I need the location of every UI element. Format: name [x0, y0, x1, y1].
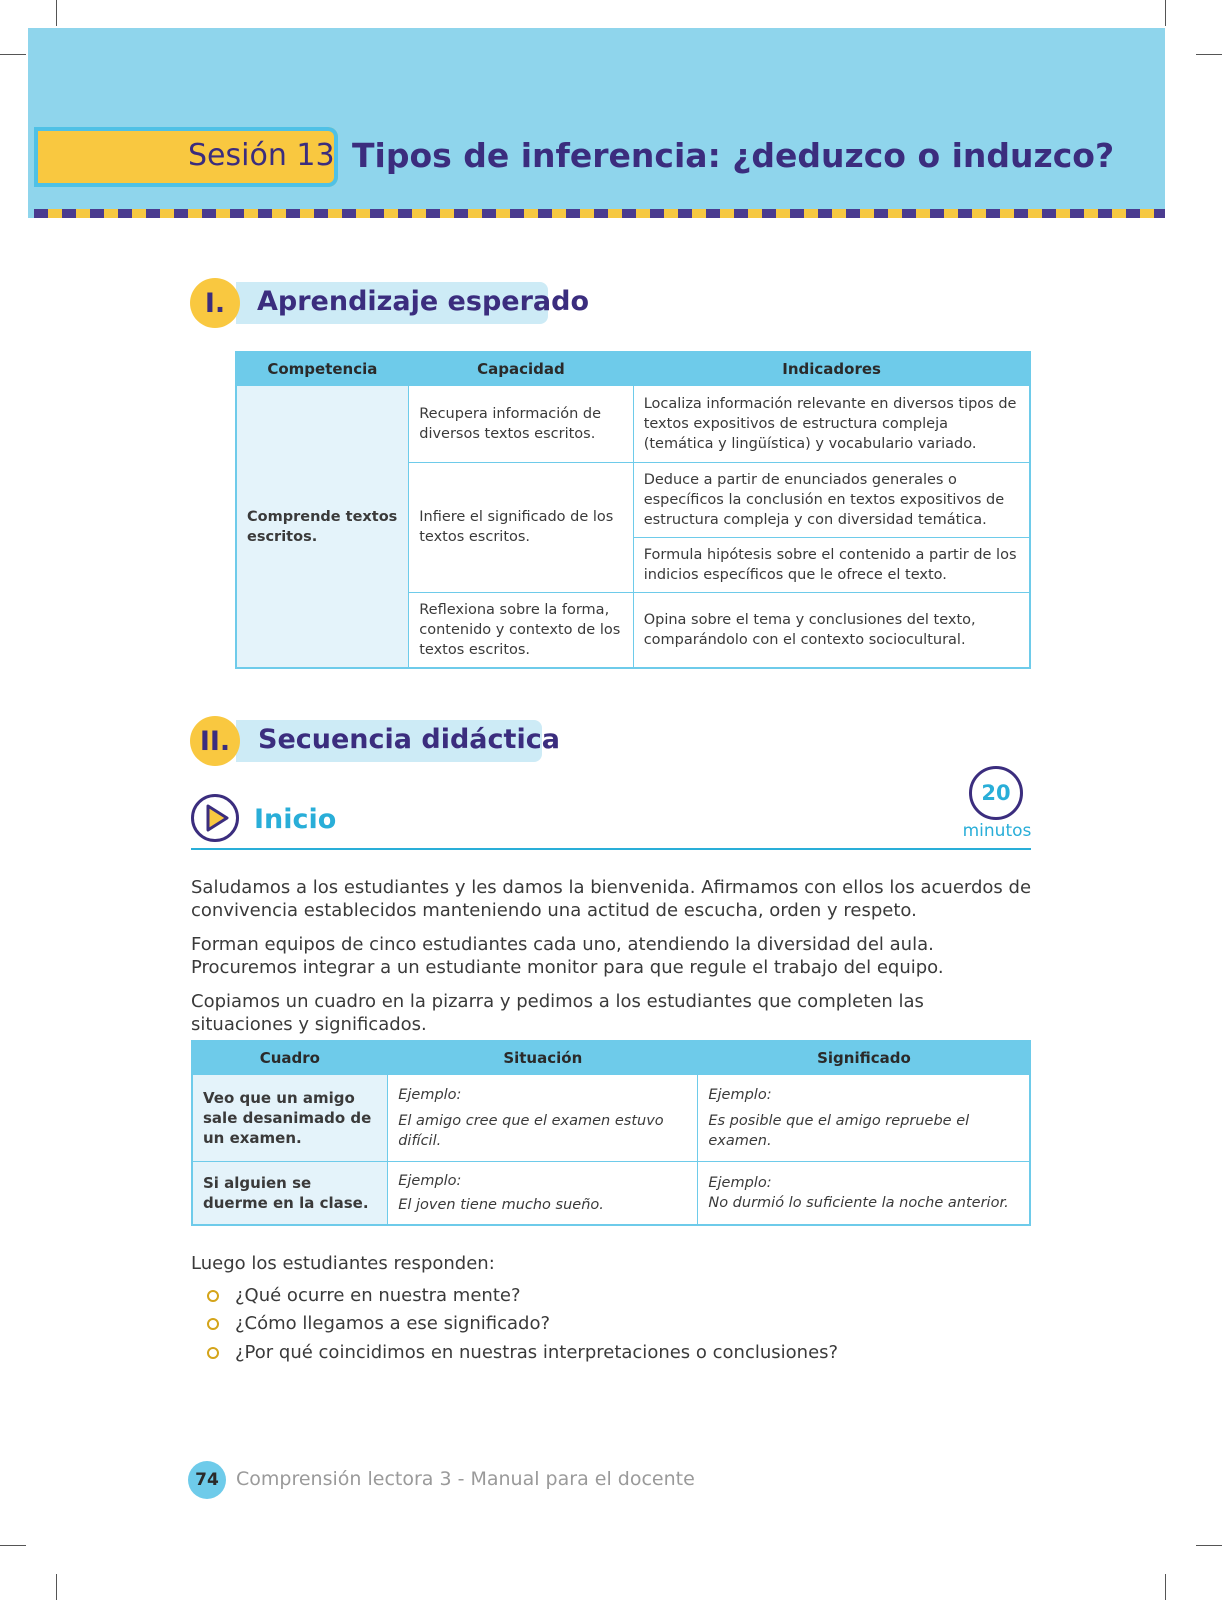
capacidad-cell: Infiere el significado de los textos escritos.	[409, 462, 633, 592]
crop-mark	[56, 0, 57, 26]
indicador-cell: Opina sobre el tema y conclusiones del texto, comparándolo con el contexto sociocultural.	[633, 592, 1030, 668]
page-header	[28, 28, 1165, 218]
paragraph: Forman equipos de cinco estudiantes cada uno, atendiendo la diversidad del aula. Procuremos integrar a un estudiante monitor para que regule el trabajo del equipo.	[191, 934, 944, 978]
page-number: 74	[188, 1461, 226, 1499]
crop-mark	[0, 54, 26, 55]
crop-mark	[56, 1574, 57, 1600]
footer-text: Comprensión lectora 3 - Manual para el docente	[236, 1468, 695, 1490]
column-header: Capacidad	[409, 352, 633, 385]
table-row	[192, 1161, 1030, 1225]
significado-text: Es posible que el amigo repruebe el examen.	[708, 1112, 970, 1149]
significado-cell	[698, 1074, 1030, 1161]
clock-icon	[969, 766, 1023, 820]
timer-unit: minutos	[962, 821, 1032, 841]
section-title: Aprendizaje esperado	[257, 286, 589, 317]
section-title: Secuencia didáctica	[258, 724, 560, 755]
question-text: ¿Cómo llegamos a ese significado?	[235, 1313, 551, 1334]
paragraph: Saludamos a los estudiantes y les damos la bienvenida. Afirmamos con ellos los acuerdos de convivencia establecidos manteniendo una actitud de escucha, orden y respeto.	[191, 877, 1032, 921]
table-header-row	[236, 352, 1030, 385]
question-text: ¿Qué ocurre en nuestra mente?	[235, 1285, 521, 1306]
bullet-icon	[207, 1318, 219, 1330]
example-label: Ejemplo:	[398, 1172, 462, 1189]
column-header: Significado	[698, 1041, 1030, 1074]
inicio-divider	[191, 848, 1031, 850]
competencia-cell: Comprende textos escritos.	[236, 385, 409, 668]
crop-mark	[1165, 1574, 1166, 1600]
table-header-row	[192, 1041, 1030, 1074]
situacion-cell	[388, 1161, 698, 1225]
list-item	[207, 1342, 838, 1363]
significado-text: No durmió lo suficiente la noche anterior.	[708, 1194, 1009, 1211]
crop-mark	[1165, 0, 1166, 26]
column-header: Situación	[388, 1041, 698, 1074]
bullet-icon	[207, 1347, 219, 1359]
indicador-cell: Deduce a partir de enunciados generales o específicos la conclusión en textos expositivos de estructura compleja y con diversidad temática.	[633, 462, 1030, 537]
section-number-badge: II.	[190, 716, 240, 766]
play-icon	[191, 794, 239, 842]
decorative-dash-strip	[34, 209, 1165, 218]
indicador-cell: Formula hipótesis sobre el contenido a partir de los indicios específicos que le ofrece el texto.	[633, 537, 1030, 592]
example-label: Ejemplo:	[708, 1174, 772, 1191]
column-header: Competencia	[236, 352, 409, 385]
learning-table	[235, 351, 1031, 669]
capacidad-cell: Reflexiona sobre la forma, contenido y contexto de los textos escritos.	[409, 592, 633, 668]
section-number-badge: I.	[190, 278, 240, 328]
crop-mark	[0, 1545, 26, 1546]
inicio-title: Inicio	[254, 804, 337, 835]
crop-mark	[1196, 1545, 1222, 1546]
crop-mark	[1196, 54, 1222, 55]
timer-value: 20	[981, 781, 1011, 805]
list-item	[207, 1285, 521, 1306]
cuadro-cell: Veo que un amigo sale desanimado de un examen.	[192, 1074, 388, 1161]
question-text: ¿Por qué coincidimos en nuestras interpretaciones o conclusiones?	[235, 1342, 839, 1363]
indicador-cell: Localiza información relevante en diversos tipos de textos expositivos de estructura compleja (temática y lingüística) y vocabulario variado.	[633, 385, 1030, 462]
table-row	[192, 1074, 1030, 1161]
paragraph: Copiamos un cuadro en la pizarra y pedimos a los estudiantes que completen las situaciones y significados.	[191, 991, 924, 1035]
session-label: Sesión 13	[188, 138, 335, 173]
significado-cell	[698, 1161, 1030, 1225]
cuadro-cell: Si alguien se duerme en la clase.	[192, 1161, 388, 1225]
example-label: Ejemplo:	[708, 1086, 772, 1103]
column-header: Cuadro	[192, 1041, 388, 1074]
bullet-icon	[207, 1290, 219, 1302]
situacion-text: El amigo cree que el examen estuvo difícil.	[398, 1112, 664, 1149]
cuadro-table	[191, 1040, 1031, 1226]
example-label: Ejemplo:	[398, 1086, 462, 1103]
list-item	[207, 1313, 550, 1334]
situacion-cell	[388, 1074, 698, 1161]
paragraph: Luego los estudiantes responden:	[191, 1253, 495, 1274]
capacidad-cell: Recupera información de diversos textos escritos.	[409, 385, 633, 462]
situacion-text: El joven tiene mucho sueño.	[398, 1196, 604, 1213]
table-row	[236, 385, 1030, 462]
column-header: Indicadores	[633, 352, 1030, 385]
page-title: Tipos de inferencia: ¿deduzco o induzco?	[352, 136, 1115, 175]
